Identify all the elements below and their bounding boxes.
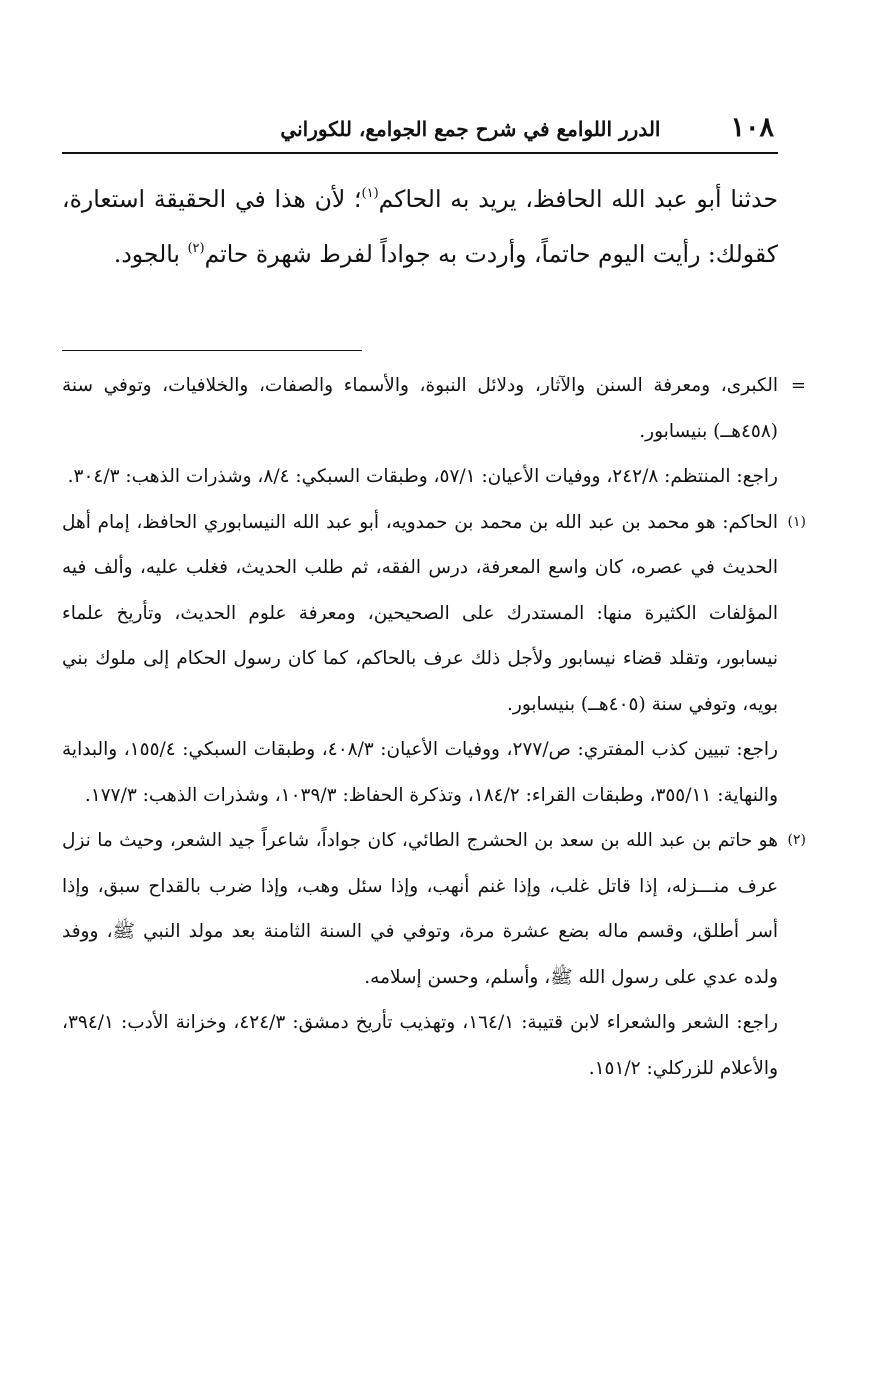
footnote-2-text: هو حاتم بن عبد الله بن سعد بن الحشرج الطائي، كان جواداً، شاعراً جيد الشعر، وحيث ما نزل عرف منـــزله، إذا قاتل غلب، وإذا غنم أنهب، وإذا سئل وهب، وإذا ضرب بالقداح سبق، وإذا أسر أطلق، وقسم ماله بضع عشرة مرة، وتوفي في السنة الثامنة بعد مولد النبي ﷺ، ووفد ولده عدي على رسول الله ﷺ، وأسلم، وحسن إسلامه. [62, 830, 778, 988]
main-text-part2: ؛ لأن هذا في الحقيقة استعارة، كقولك: رأيت اليوم حاتماً، وأردت به جواداً لفرط شهرة حاتم [62, 185, 778, 268]
main-text-part1: حدثنا أبو عبد الله الحافظ، يريد به الحاكم [378, 185, 779, 213]
footnote-separator [62, 350, 362, 351]
footnote-1-sources: راجع: تبيين كذب المفتري: ص/٢٧٧، ووفيات الأعيان: ٤٠٨/٣، وطبقات السبكي: ١٥٥/٤، والبداية والنهاية: ٣٥٥/١١، وطبقات القراء: ١٨٤/٢، وتذكرة الحفاظ: ١٠٣٩/٣، وشذرات الذهب: ١٧٧/٣. [62, 739, 778, 806]
footnote-continued-sources: راجع: المنتظم: ٢٤٢/٨، ووفيات الأعيان: ٥٧/١، وطبقات السبكي: ٨/٤، وشذرات الذهب: ٣٠٤/٣. [67, 466, 778, 487]
page-number: ١٠٨ [730, 112, 774, 143]
footnote-1-marker: (١) [787, 513, 806, 530]
main-text-part3: بالجود. [113, 240, 188, 268]
running-title: الدرر اللوامع في شرح جمع الجوامع، للكوراني [280, 117, 661, 141]
book-page [62, 112, 806, 1091]
footnote-continued-text: الكبرى، ومعرفة السنن والآثار، ودلائل النبوة، والأسماء والصفات، والخلافيات، وتوفي سنة (٤٥٨هــ) بنيسابور. [62, 375, 778, 442]
footnote-2-sources: راجع: الشعر والشعراء لابن قتيبة: ١٦٤/١، وتهذيب تأريخ دمشق: ٤٢٤/٣، وخزانة الأدب: ٣٩٤/١، والأعلام للزركلي: ١٥١/٢. [62, 1012, 778, 1079]
footnote-2 [62, 818, 806, 1000]
page-header [62, 112, 778, 154]
footnote-1 [62, 500, 806, 728]
footnote-ref-2: (٢) [187, 241, 205, 256]
footnotes [62, 363, 806, 1091]
main-text [62, 172, 778, 282]
footnote-continued [62, 363, 806, 454]
continuation-marker: = [790, 375, 806, 396]
footnote-1-text: الحاكم: هو محمد بن عبد الله بن محمد بن حمدويه، أبو عبد الله النيسابوري الحافظ، إمام أهل الحديث في عصره، كان واسع المعرفة، درس الفقه، ثم طلب الحديث، فغلب عليه، وألف فيه المؤلفات الكثيرة منها: المستدرك على الصحيحين، ومعرفة علوم الحديث، وتأريخ علماء نيسابور، وتقلد قضاء نيسابور ولأجل ذلك عرف بالحاكم، كما كان رسول الحكام إلى ملوك بني بويه، وتوفي سنة (٤٠٥هــ) بنيسابور. [62, 511, 778, 715]
footnote-ref-1: (١) [361, 186, 379, 201]
footnote-2-marker: (٢) [787, 832, 806, 848]
